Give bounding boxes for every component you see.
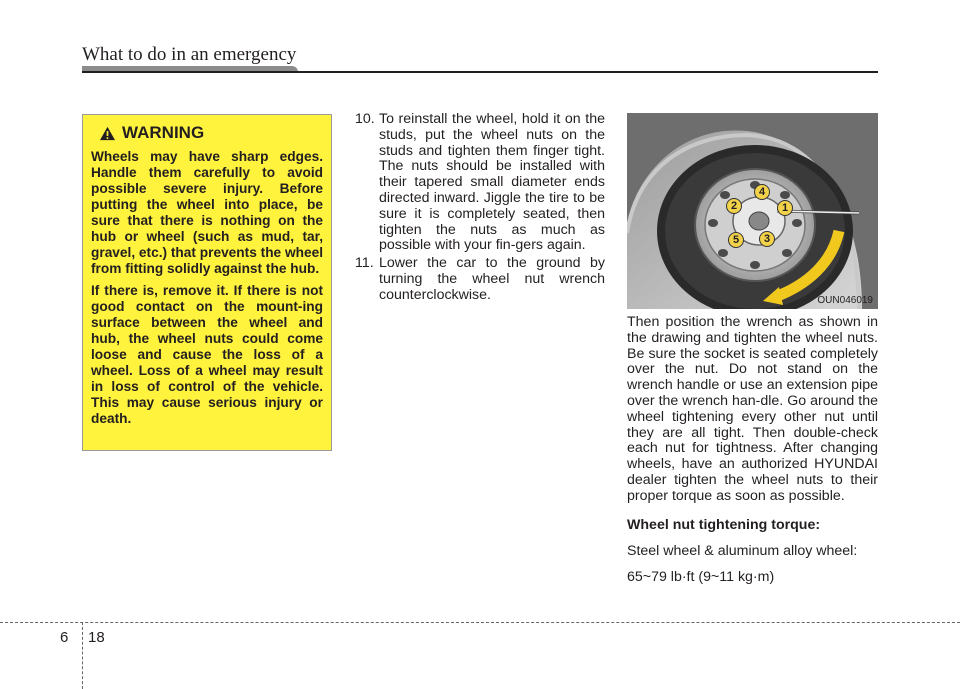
main-paragraph: Then position the wrench as shown in the drawing and tighten the wheel nuts. Be sure the socket is seated completely over the nut. Do not stand on the wrench handle or use an extension pipe over the wrench han-dle. Go around the wheel tightening every other nut until they are all tight. Then double-check each nut for tightness. After changing wheels, have an authorized HYUNDAI dealer tighten the wheel nuts to their proper torque as soon as possible. <box>627 314 878 504</box>
chapter-number: 6 <box>60 629 69 646</box>
warning-title: WARNING <box>122 123 205 142</box>
step-item <box>355 112 605 254</box>
nut-label-2: 2 <box>726 198 742 214</box>
instructions-column <box>627 315 878 595</box>
warning-paragraph: If there is, remove it. If there is not good contact on the mount-ing surface between the wheel and hub, the wheel nuts could come loose and cause the loss of a wheel. Loss of a wheel may result in loss of control of the vehicle. This may cause serious injury or death. <box>91 283 323 426</box>
torque-value: 65~79 lb·ft (9~11 kg·m) <box>627 568 775 585</box>
warning-box <box>82 114 332 451</box>
wheel-illustration <box>627 113 878 309</box>
page-number: 18 <box>88 629 105 646</box>
warning-header <box>99 123 323 143</box>
footer-divider <box>82 622 83 689</box>
steps-column <box>355 112 605 306</box>
step-number: 11. <box>355 255 374 272</box>
nut-label-5: 5 <box>728 232 744 248</box>
step-item <box>355 256 605 303</box>
nut-label-4: 4 <box>754 184 770 200</box>
step-text: Lower the car to the ground by turning the wheel nut wrench counterclockwise. <box>379 255 605 303</box>
page-section-title: What to do in an emergency <box>82 44 297 65</box>
nut-label-1: 1 <box>777 200 793 216</box>
footer-rule <box>0 622 960 623</box>
warning-triangle-icon <box>99 126 116 141</box>
wheel-figure <box>627 113 878 309</box>
step-text: To reinstall the wheel, hold it on the studs, put the wheel nuts on the studs and tighten them finger tight. The nuts should be installed with their tapered small diameter ends directed inward. Jiggle the tire to be sure it is completely seated, then tighten the nuts as much as possible with your fin-gers again. <box>379 111 605 254</box>
figure-code: OUN046019 <box>817 295 873 306</box>
warning-paragraph: Wheels may have sharp edges. Handle them carefully to avoid possible severe injury. Before putting the wheel into place, be sure that there is nothing on the hub or wheel (such as mud, tar, gravel, etc.) that prevents the wheel from fitting solidly against the hub. <box>91 149 323 276</box>
torque-wheel-type: Steel wheel & aluminum alloy wheel: <box>627 542 858 559</box>
nut-label-3: 3 <box>759 231 775 247</box>
step-number: 10. <box>355 111 375 127</box>
torque-label: Wheel nut tightening torque: <box>627 516 821 533</box>
header-rule <box>82 71 878 73</box>
